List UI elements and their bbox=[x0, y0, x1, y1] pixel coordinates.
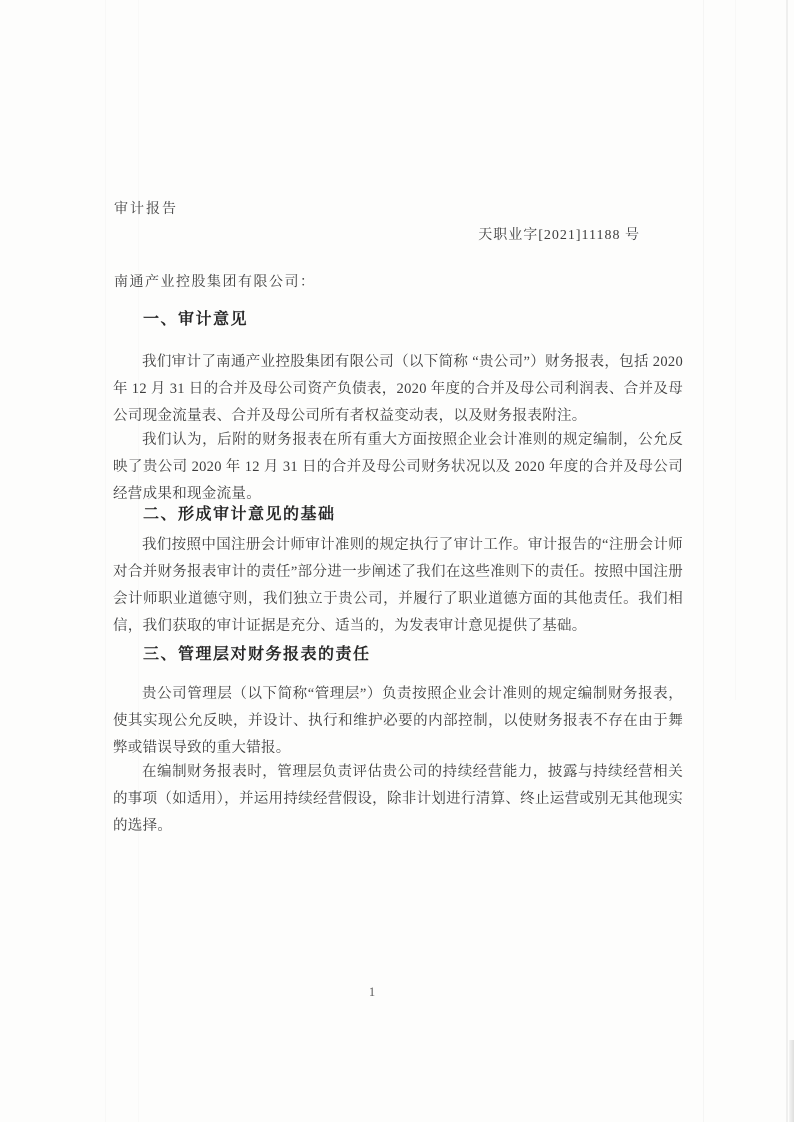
section-heading-audit-opinion: 一、审计意见 bbox=[143, 311, 249, 328]
paragraph-management-responsibility-2: 在编制财务报表时，管理层负责评估贵公司的持续经营能力，披露与持续经营相关的事项（如适用），并运用持续经营假设，除非计划进行清算、终止运营或别无其他现实的选择。 bbox=[113, 764, 683, 834]
section-heading-basis-for-opinion: 二、形成审计意见的基础 bbox=[143, 506, 336, 523]
scan-artifact-line bbox=[105, 0, 106, 1122]
paragraph-audit-opinion-2: 我们认为，后附的财务报表在所有重大方面按照企业会计准则的规定编制，公允反映了贵公司 2020 年 12 月 31 日的合并及母公司财务状况以及 2020 年度的合并及母公司经营成果和现金流量。 bbox=[113, 432, 683, 502]
addressee-line: 南通产业控股集团有限公司： bbox=[114, 275, 316, 290]
paragraph-basis-for-opinion-1: 我们按照中国注册会计师审计准则的规定执行了审计工作。审计报告的“注册会计师对合并财务报表审计的责任”部分进一步阐述了我们在这些准则下的责任。按照中国注册会计师职业道德守则，我们独立于贵公司，并履行了职业道德方面的其他责任。我们相信，我们获取的审计证据是充分、适当的，为发表审计意见提供了基础。 bbox=[113, 537, 683, 634]
report-reference-number: 天职业字[2021]11188 号 bbox=[478, 228, 640, 243]
scan-artifact-line bbox=[703, 0, 704, 1122]
scan-artifact-line bbox=[735, 0, 736, 700]
section-heading-management-responsibility: 三、管理层对财务报表的责任 bbox=[143, 646, 371, 663]
report-title: 审计报告 bbox=[114, 202, 178, 217]
scan-artifact-edge-shadow bbox=[789, 1040, 794, 1122]
paragraph-audit-opinion-1: 我们审计了南通产业控股集团有限公司（以下简称 “贵公司”）财务报表，包括 2020 年 12 月 31 日的合并及母公司资产负债表，2020 年度的合并及母公司利润表、合并及母公司现金流量表、合并及母公司所有者权益变动表，以及财务报表附注。 bbox=[113, 354, 683, 424]
scan-artifact-line bbox=[786, 0, 788, 1122]
page-number: 1 bbox=[368, 985, 376, 999]
paragraph-management-responsibility-1: 贵公司管理层（以下简称“管理层”）负责按照企业会计准则的规定编制财务报表，使其实现公允反映，并设计、执行和维护必要的内部控制，以使财务报表不存在由于舞弊或错误导致的重大错报。 bbox=[113, 686, 683, 756]
